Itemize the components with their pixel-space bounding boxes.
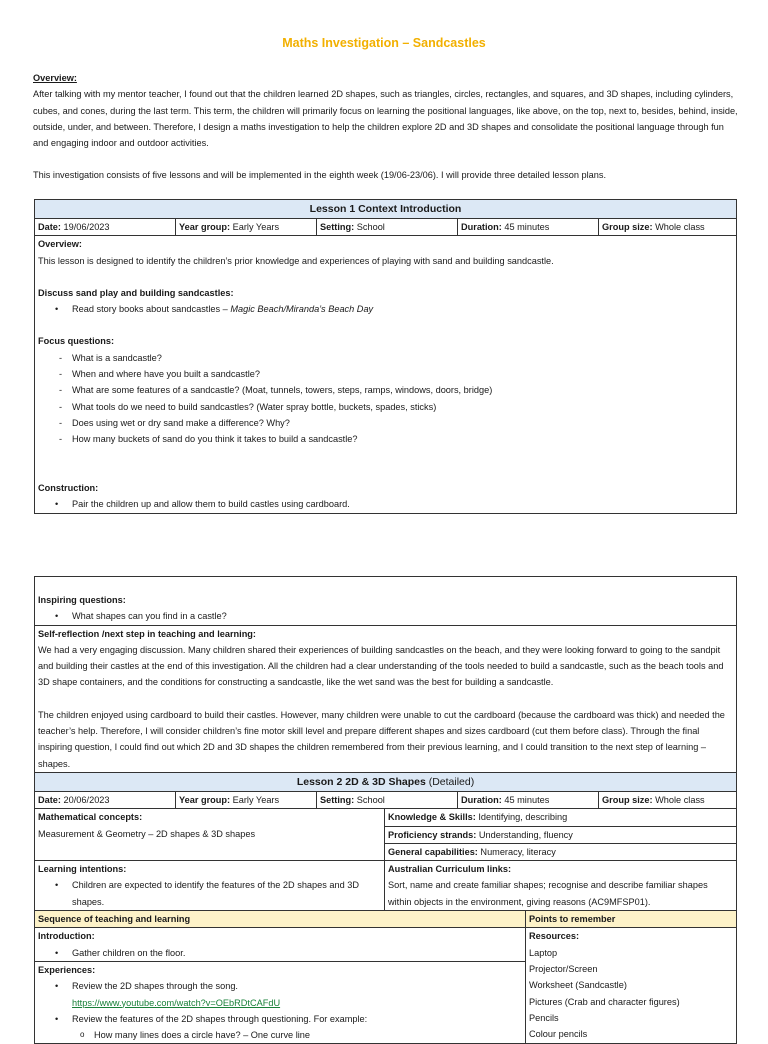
lesson2-date: Date: 20/06/2023 [35, 791, 176, 808]
lesson2-header: Lesson 2 2D & 3D Shapes (Detailed) [35, 772, 737, 791]
lesson2-duration: Duration: 45 minutes [458, 791, 599, 808]
skills-cell [385, 809, 737, 861]
inspiring-item: • What shapes can you find in a castle? [38, 608, 733, 624]
list-item: - Does using wet or dry sand make a difference? Why? [38, 415, 733, 431]
general-capabilities: General capabilities: Numeracy, literacy [388, 846, 556, 857]
concepts-text: Measurement & Geometry – 2D shapes & 3D shapes [38, 828, 256, 839]
lesson1-body [35, 236, 737, 514]
lesson2-group-size: Group size: Whole class [599, 791, 737, 808]
intentions-item: • Children are expected to identify the features of the 2D shapes and 3D shapes. [38, 877, 381, 910]
resources-heading: Resources: [529, 931, 580, 942]
lesson1-table [34, 199, 737, 514]
focus-questions-heading: Focus questions: [38, 336, 115, 347]
experiences-heading: Experiences: [38, 964, 96, 975]
list-item: Colour pencils [529, 1029, 588, 1040]
lesson2-setting: Setting: School [317, 791, 458, 808]
inspiring-cell [35, 577, 737, 626]
lesson1-overview-text: This lesson is designed to identify the children’s prior knowledge and experiences of playing with sand and building sandcastle. [38, 255, 554, 266]
experience-item-1: • Review the 2D shapes through the song. [38, 978, 522, 994]
knowledge-skills: Knowledge & Skills: Identifying, describing [385, 809, 736, 826]
reflection-heading: Self-reflection /next step in teaching and learning: [38, 628, 256, 639]
intentions-heading: Learning intentions: [38, 864, 127, 875]
experiences-block [35, 962, 525, 1043]
points-heading: Points to remember [526, 911, 737, 928]
list-item: Pencils [529, 1012, 559, 1023]
lesson1-date: Date: 19/06/2023 [35, 219, 176, 236]
lesson1-group-size: Group size: Whole class [599, 219, 737, 236]
lesson1-year-group: Year group: Early Years [176, 219, 317, 236]
list-item: Pictures (Crab and character figures) [529, 996, 680, 1007]
lesson1-setting: Setting: School [317, 219, 458, 236]
list-item: - What tools do we need to build sandcastles? (Water spray bottle, buckets, spades, sticks) [38, 399, 733, 415]
construction-item: • Pair the children up and allow them to build castles using cardboard. [38, 496, 733, 512]
lesson2-year-group: Year group: Early Years [176, 791, 317, 808]
overview-section [33, 70, 738, 184]
sequence-cell [35, 928, 526, 1044]
concepts-cell [35, 809, 385, 861]
curriculum-cell [385, 861, 737, 911]
list-item: - What is a sandcastle? [38, 350, 733, 366]
introduction-block [35, 928, 525, 962]
curriculum-text: Sort, name and create familiar shapes; recognise and describe familiar shapes within objects in the environment, giving reasons (AC9MFSP01). [388, 880, 708, 907]
reflection-paragraph-2: The children enjoyed using cardboard to build their castles. However, many children were unable to cut the cardboard (because the cardboard was thick) and needed the teacher’s help. Therefore, I will consider children’s fine motor skill level and prepare different shapes and sizes cardboard (cut them before class). Through the final inspiring question, I could find out which 2D and 3D shapes the children remembered from their previous learning, and I could transition to the next step of learning – shapes. [38, 709, 725, 769]
lesson1-overview-heading: Overview: [38, 239, 82, 250]
list-item: Projector/Screen [529, 963, 598, 974]
intentions-cell [35, 861, 385, 911]
lesson1-duration: Duration: 45 minutes [458, 219, 599, 236]
page-title: Maths Investigation – Sandcastles [282, 36, 486, 50]
experience-item-2: • Review the features of the 2D shapes through questioning. For example: [38, 1011, 522, 1027]
introduction-item: • Gather children on the floor. [38, 945, 522, 961]
discuss-item: • Read story books about sandcastles – Magic Beach/Miranda’s Beach Day [38, 301, 733, 317]
overview-paragraph: After talking with my mentor teacher, I found out that the children learned 2D shapes, such as triangles, circles, rectangles, and squares, and 3D shapes, including cylinders, cubes, and cones, during the last term. This term, the children will primarily focus on learning the positional languages, like above, on the top, next to, besides, behind, inside, outside, under, and between. Therefore, I design a maths investigation to help the children explore 2D and 3D shapes and consolidate the positional language through fun and engaging indoor and outdoor activities. [33, 89, 738, 149]
reflection-cell [35, 625, 737, 772]
resources-cell [526, 928, 737, 1044]
curriculum-heading: Australian Curriculum links: [388, 864, 512, 875]
overview-paragraph-2: This investigation consists of five lessons and will be implemented in the eighth week (19/06-23/06). I will provide three detailed lesson plans. [33, 170, 606, 181]
list-item: Worksheet (Sandcastle) [529, 980, 627, 991]
song-link[interactable]: https://www.youtube.com/watch?v=OEbRDtCAFdU [72, 997, 281, 1008]
concepts-heading: Mathematical concepts: [38, 812, 143, 823]
lesson2-table [34, 576, 737, 1044]
sequence-heading: Sequence of teaching and learning [35, 911, 526, 928]
list-item: - When and where have you built a sandcastle? [38, 366, 733, 382]
experience-subitem: o How many lines does a circle have? – One curve line [38, 1027, 522, 1043]
focus-questions-list [38, 350, 733, 448]
inspiring-heading: Inspiring questions: [38, 595, 126, 605]
overview-heading: Overview: [33, 73, 77, 83]
list-item: - How many buckets of sand do you think it takes to build a sandcastle? [38, 431, 733, 447]
discuss-heading: Discuss sand play and building sandcastles: [38, 287, 234, 298]
reflection-paragraph-1: We had a very engaging discussion. Many children shared their experiences of building sandcastles on the beach, and they were looking forward to going to the sandpit and building their castles at the end of this investigation. All the children had a clear understanding of the tools needed to build a sandcastle, such as the beach tools and 3D shape containers, and the conditions for constructing a sandcastle, like the wet sand was the best for building a sandcastle. [38, 644, 724, 688]
construction-heading: Construction: [38, 482, 99, 493]
list-item: Laptop [529, 947, 558, 958]
proficiency-strands: Proficiency strands: Understanding, fluency [385, 827, 736, 844]
list-item: - What are some features of a sandcastle? (Moat, tunnels, towers, steps, ramps, windows, doors, bridge) [38, 382, 733, 398]
introduction-heading: Introduction: [38, 931, 95, 942]
lesson1-header: Lesson 1 Context Introduction [35, 200, 737, 219]
